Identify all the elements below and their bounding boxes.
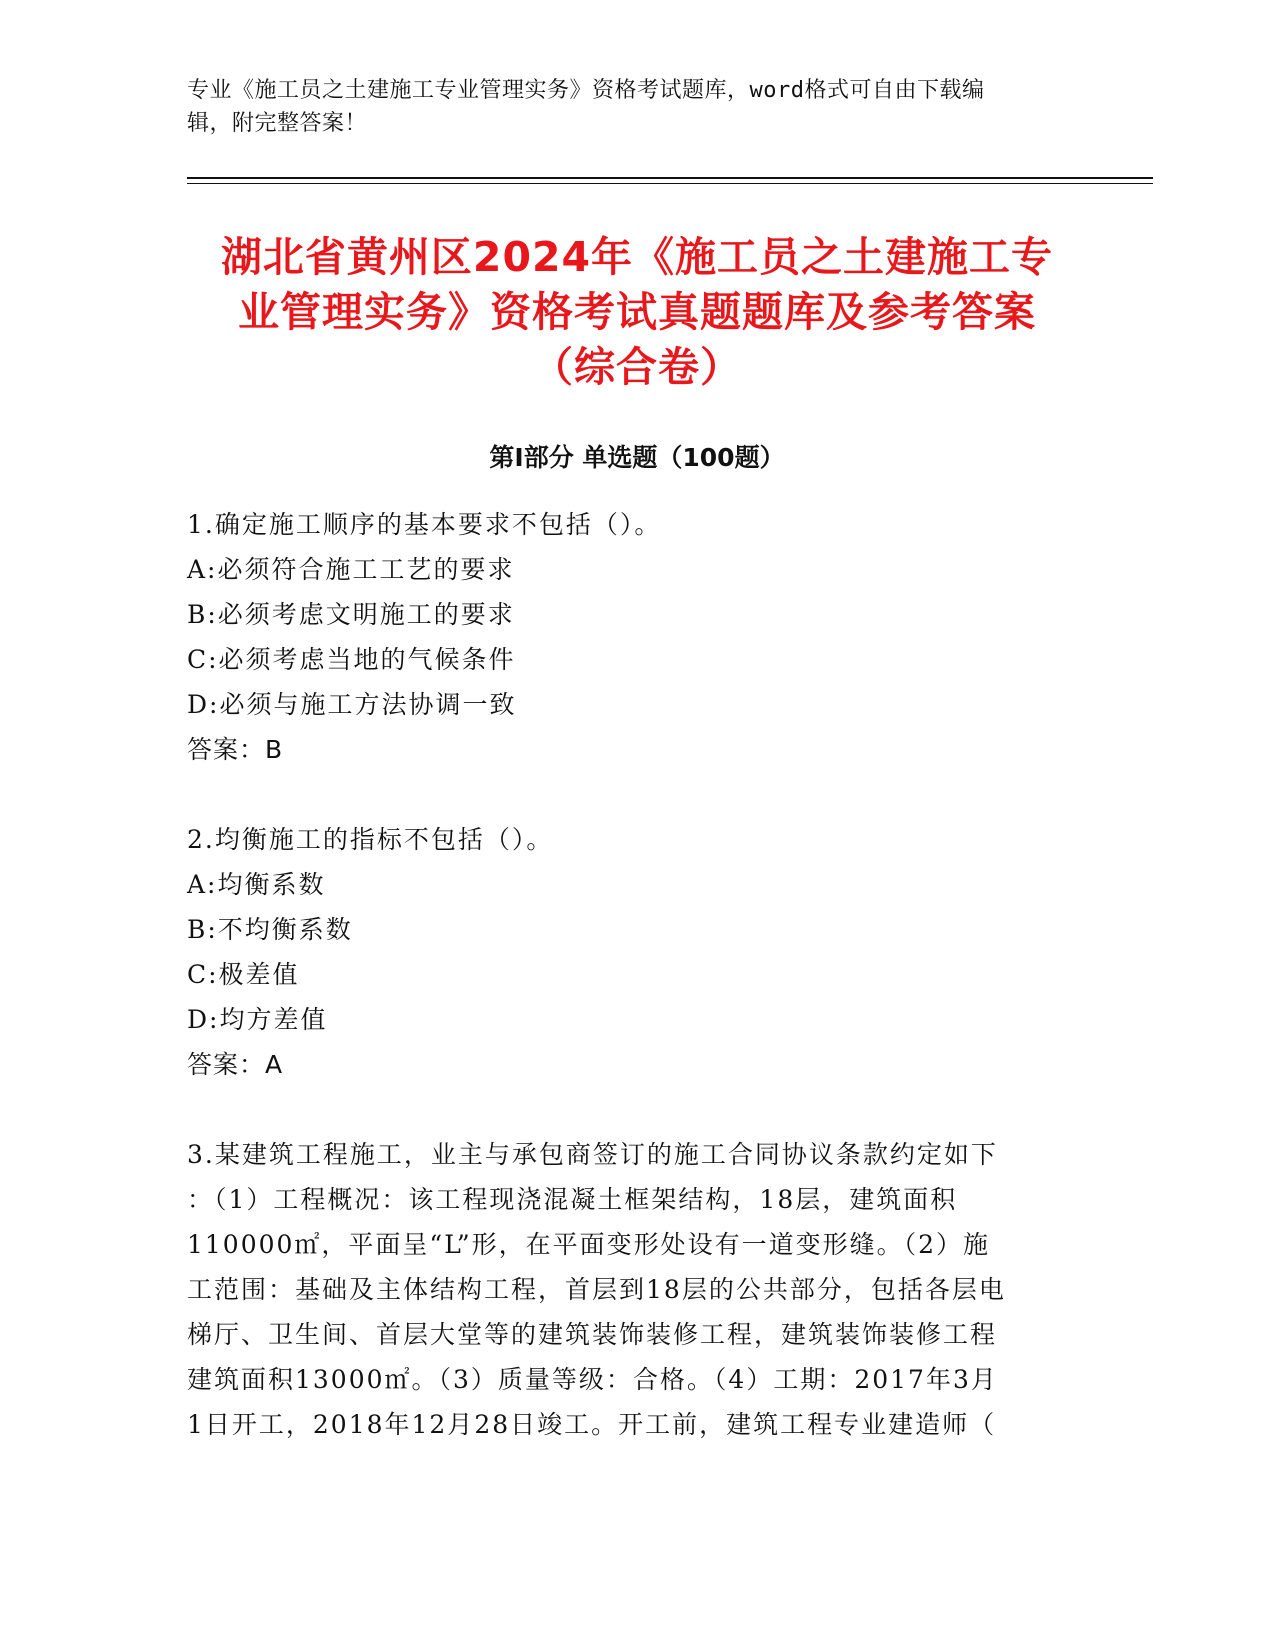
answer: 答案：A [187,1050,284,1079]
question-text-line: 建筑面积13000㎡。（3）质量等级：合格。（4）工期：2017年3月 [187,1365,998,1394]
answer: 答案：B [187,735,284,764]
header-rule-thin [187,183,1153,184]
title-line: （综合卷） [532,343,742,391]
question-stem: 1.确定施工顺序的基本要求不包括（）。 [187,510,662,539]
question-1 [187,502,1067,772]
option-d: D:必须与施工方法协调一致 [187,690,517,719]
option-b: B:必须考虑文明施工的要求 [187,600,515,629]
option-d: D:均方差值 [187,1005,328,1034]
question-stem: 2.均衡施工的指标不包括（）。 [187,825,554,854]
question-text-line: ：（1）工程概况：该工程现浇混凝土框架结构，18层，建筑面积 [187,1185,958,1214]
question-text-line: 3.某建筑工程施工，业主与承包商签订的施工合同协议条款约定如下 [187,1140,998,1169]
question-text-line: 1日开工，2018年12月28日竣工。开工前，建筑工程专业建造师（ [187,1410,997,1439]
header-note-line: 专业《施工员之土建施工专业管理实务》资格考试题库，word格式可自由下载编 [187,78,985,103]
header-note-line: 辑，附完整答案！ [187,111,368,136]
title-line: 业管理实务》资格考试真题题库及参考答案 [238,288,1036,336]
question-text-line: 梯厅、卫生间、首层大堂等的建筑装饰装修工程，建筑装饰装修工程 [187,1320,998,1349]
document-title [187,230,1087,395]
option-a: A:均衡系数 [187,870,326,899]
question-2 [187,817,1067,1087]
section-heading: 第Ⅰ部分 单选题（100题） [489,443,785,472]
question-text-line: 110000㎡，平面呈“L”形，在平面变形处设有一道变形缝。（2）施 [187,1230,991,1259]
title-line: 湖北省黄州区2024年《施工员之土建施工专 [220,233,1054,281]
option-c: C:必须考虑当地的气候条件 [187,645,516,674]
header-note [187,74,1067,140]
header-rule-thick [187,177,1153,179]
option-b: B:不均衡系数 [187,915,353,944]
option-a: A:必须符合施工工艺的要求 [187,555,515,584]
option-c: C:极差值 [187,960,300,989]
question-3 [187,1132,1067,1447]
question-text-line: 工范围：基础及主体结构工程，首层到18层的公共部分，包括各层电 [187,1275,1006,1304]
